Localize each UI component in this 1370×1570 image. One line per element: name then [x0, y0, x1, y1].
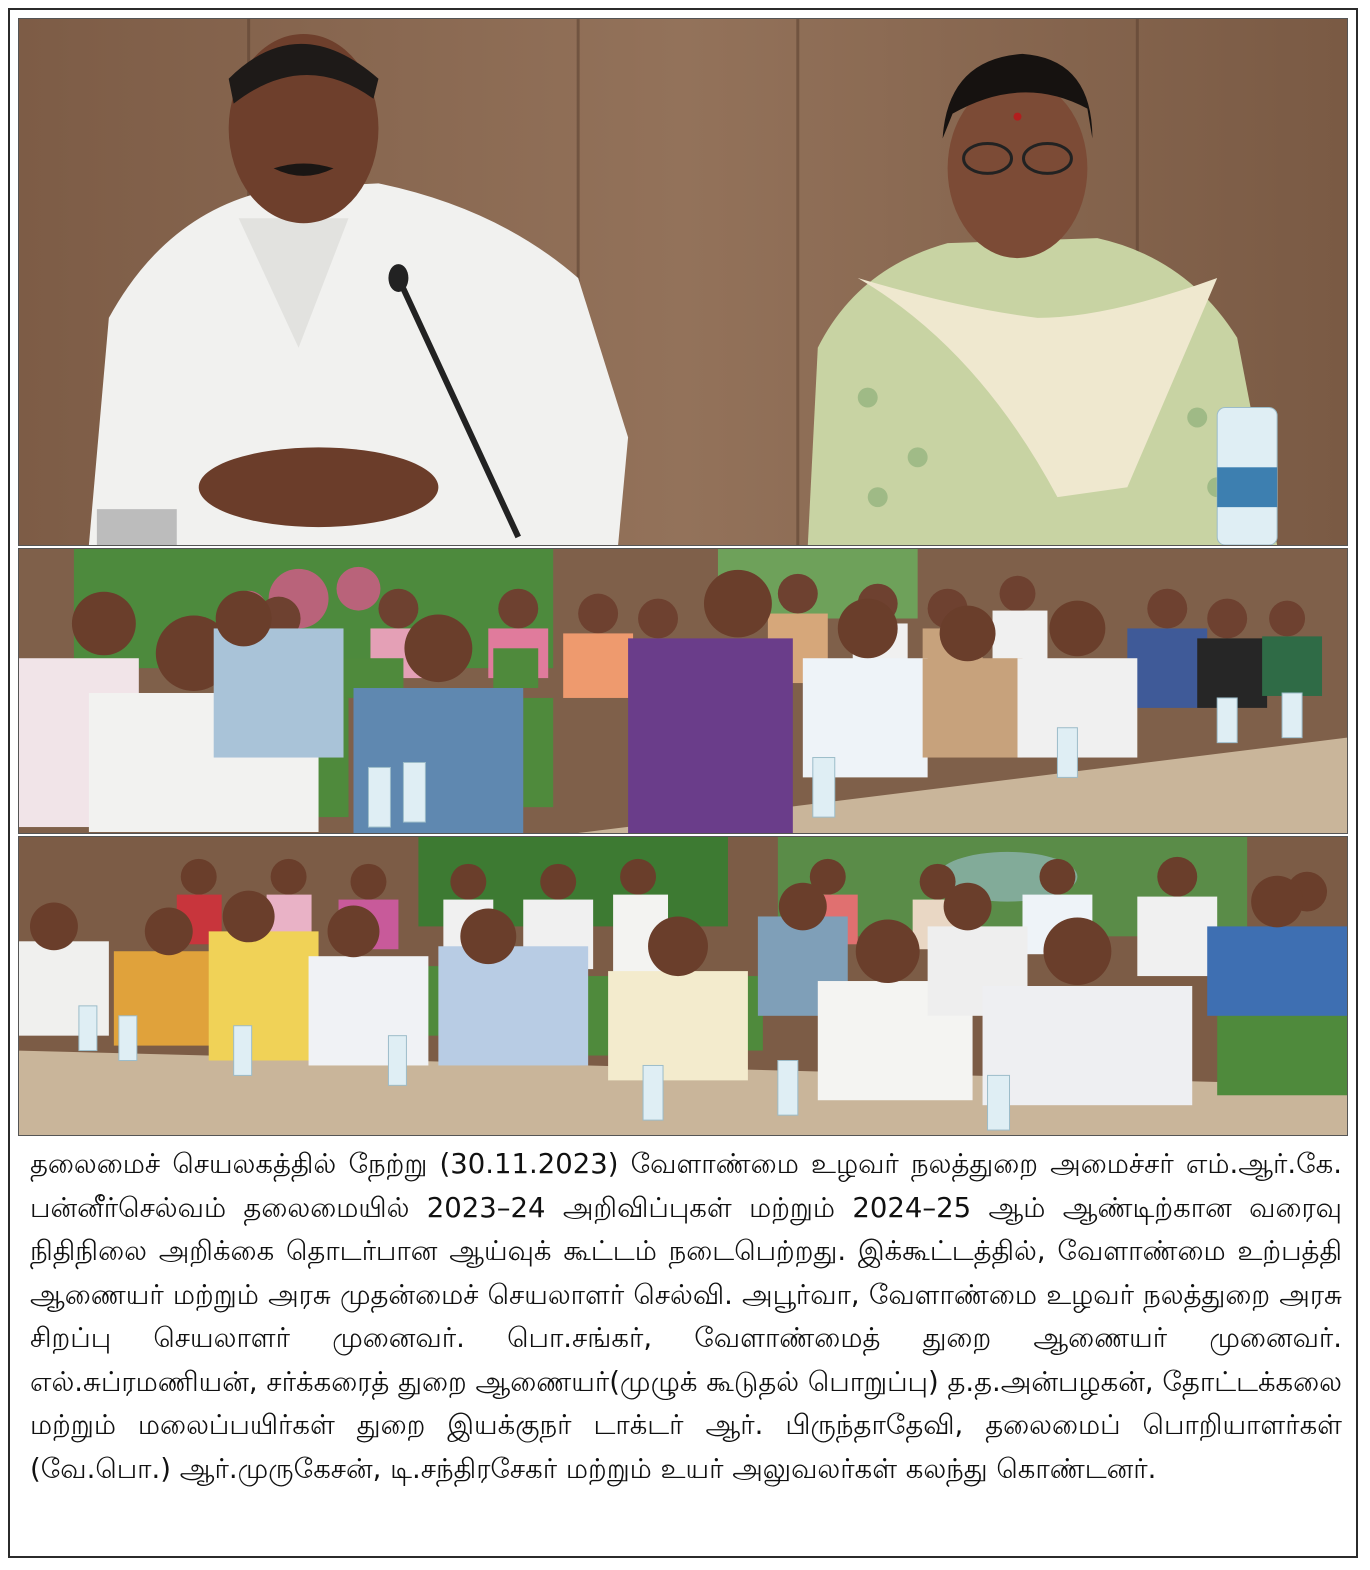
- meeting-photo-middle-image: [19, 549, 1347, 833]
- meeting-photo-top-image: [19, 19, 1347, 545]
- meeting-photo-bottom-image: [19, 837, 1347, 1135]
- news-clipping: [8, 8, 1358, 1558]
- meeting-photo-middle: [18, 548, 1348, 834]
- meeting-photo-bottom: [18, 836, 1348, 1136]
- meeting-photo-top: [18, 18, 1348, 546]
- photo-caption: தலைமைச் செயலகத்தில் நேற்று (30.11.2023) வேளாண்மை உழவர் நலத்துறை அமைச்சர் எம்.ஆர்.கே. பன்னீர்செல்வம் தலைமையில் 2023–24 அறிவிப்புகள் மற்றும் 2024–25 ஆம் ஆண்டிற்கான வரைவு நிதிநிலை அறிக்கை தொடர்பான ஆய்வுக் கூட்டம் நடைபெற்றது. இக்கூட்டத்தில், வேளாண்மை உற்பத்தி ஆணையர் மற்றும் அரசு முதன்மைச் செயலாளர் செல்வி. அபூர்வா, வேளாண்மை உழவர் நலத்துறை அரசு சிறப்பு செயலாளர் முனைவர். பொ.சங்கர், வேளாண்மைத் துறை ஆணையர் முனைவர். எல்.சுப்ரமணியன், சர்க்கரைத் துறை ஆணையர்(முழுக் கூடுதல் பொறுப்பு) த.த.அன்பழகன், தோட்டக்கலை மற்றும் மலைப்பயிர்கள் துறை இயக்குநர் டாக்டர் ஆர். பிருந்தாதேவி, தலைமைப் பொறியாளர்கள் (வே.பொ.) ஆர்.முருகேசன், டி.சந்திரசேகர் மற்றும் உயர் அலுவலர்கள் கலந்து கொண்டனர்.: [30, 1148, 1342, 1485]
